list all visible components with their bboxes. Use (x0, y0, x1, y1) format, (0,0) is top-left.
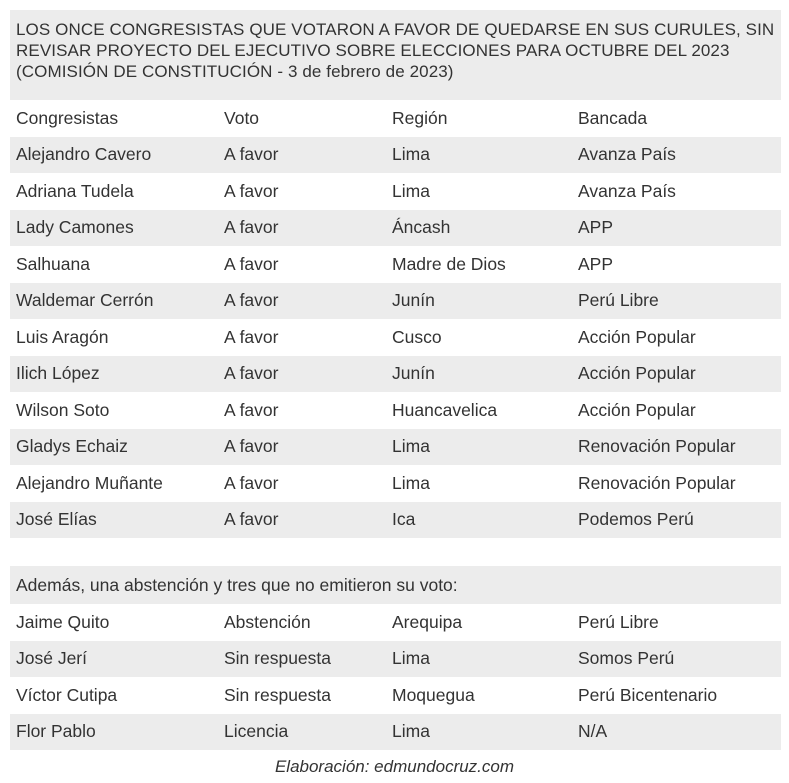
cell-bancada: Renovación Popular (578, 472, 736, 493)
cell-congresista: Gladys Echaiz (16, 436, 128, 457)
cell-bancada: Podemos Perú (578, 509, 694, 530)
cell-voto: A favor (224, 363, 279, 384)
cell-region: Lima (392, 436, 430, 457)
header-region: Región (392, 107, 448, 128)
cell-bancada: Acción Popular (578, 326, 696, 347)
cell-region: Huancavelica (392, 399, 498, 420)
table-row (10, 173, 781, 210)
cell-bancada: Acción Popular (578, 363, 696, 384)
cell-region: Lima (392, 144, 430, 165)
table-header-row (10, 100, 781, 137)
table-row (10, 246, 781, 283)
cell-congresista: Ilich López (16, 363, 100, 384)
cell-voto: A favor (224, 217, 279, 238)
cell-voto: Sin respuesta (224, 648, 332, 669)
cell-bancada: APP (578, 217, 614, 238)
cell-voto: Licencia (224, 721, 289, 742)
cell-congresista: Luis Aragón (16, 326, 109, 347)
cell-region: Cusco (392, 326, 442, 347)
cell-voto: A favor (224, 253, 279, 274)
other-votes-table (10, 566, 781, 750)
table-row (10, 210, 781, 247)
header-voto: Voto (224, 107, 260, 128)
cell-congresista: Jaime Quito (16, 611, 110, 632)
cell-voto: Abstención (224, 611, 311, 632)
table-row (10, 714, 781, 751)
other-votes-title: Además, una abstención y tres que no emitieron su voto: (10, 566, 781, 604)
table-row (10, 319, 781, 356)
header-congresistas: Congresistas (16, 107, 119, 128)
cell-region: Madre de Dios (392, 253, 506, 274)
cell-region: Lima (392, 648, 430, 669)
cell-voto: A favor (224, 290, 279, 311)
cell-congresista: Wilson Soto (16, 399, 110, 420)
cell-voto: Sin respuesta (224, 684, 332, 705)
cell-voto: A favor (224, 180, 279, 201)
cell-bancada: Renovación Popular (578, 436, 736, 457)
cell-congresista: Lady Camones (16, 217, 134, 238)
cell-bancada: Perú Libre (578, 290, 659, 311)
cell-congresista: José Jerí (16, 648, 87, 669)
cell-bancada: Somos Perú (578, 648, 675, 669)
cell-bancada: Avanza País (578, 180, 676, 201)
table-row (10, 429, 781, 466)
cell-region: Junín (392, 290, 435, 311)
cell-bancada: Acción Popular (578, 399, 696, 420)
cell-congresista: Adriana Tudela (16, 180, 134, 201)
cell-region: Ica (392, 509, 416, 530)
cell-region: Lima (392, 721, 430, 742)
cell-voto: A favor (224, 326, 279, 347)
cell-bancada: APP (578, 253, 614, 274)
cell-congresista: Alejandro Cavero (16, 144, 152, 165)
cell-bancada: Avanza País (578, 144, 676, 165)
cell-voto: A favor (224, 472, 279, 493)
credit-line: Elaboración: edmundocruz.com (274, 757, 515, 776)
cell-congresista: Flor Pablo (16, 721, 96, 742)
cell-congresista: Víctor Cutipa (16, 684, 118, 705)
cell-region: Moquegua (392, 684, 475, 705)
table-row (10, 677, 781, 714)
table-row (10, 283, 781, 320)
table-row (10, 465, 781, 502)
header-bancada: Bancada (578, 107, 648, 128)
cell-congresista: Salhuana (16, 253, 90, 274)
table-row (10, 641, 781, 678)
cell-congresista: Waldemar Cerrón (16, 290, 154, 311)
cell-region: Arequipa (392, 611, 463, 632)
cell-bancada: Perú Libre (578, 611, 659, 632)
cell-region: Junín (392, 363, 435, 384)
cell-region: Áncash (392, 217, 451, 238)
cell-bancada: Perú Bicentenario (578, 684, 718, 705)
cell-voto: A favor (224, 144, 279, 165)
table-row (10, 392, 781, 429)
cell-voto: A favor (224, 399, 279, 420)
votes-table (10, 10, 781, 538)
cell-congresista: Alejandro Muñante (16, 472, 163, 493)
cell-region: Lima (392, 472, 430, 493)
cell-voto: A favor (224, 436, 279, 457)
table-row (10, 137, 781, 174)
table-row (10, 604, 781, 641)
cell-bancada: N/A (578, 721, 608, 742)
table-row (10, 356, 781, 393)
votes-table-title: LOS ONCE CONGRESISTAS QUE VOTARON A FAVOR DE QUEDARSE EN SUS CURULES, SIN REVISAR PROYECTO DEL EJECUTIVO SOBRE ELECCIONES PARA OCTUBRE DEL 2023 (COMISIÓN DE CONSTITUCIÓN - 3 de febrero de 2023) (10, 10, 781, 100)
cell-congresista: José Elías (16, 509, 97, 530)
cell-voto: A favor (224, 509, 279, 530)
table-row (10, 502, 781, 539)
cell-region: Lima (392, 180, 430, 201)
